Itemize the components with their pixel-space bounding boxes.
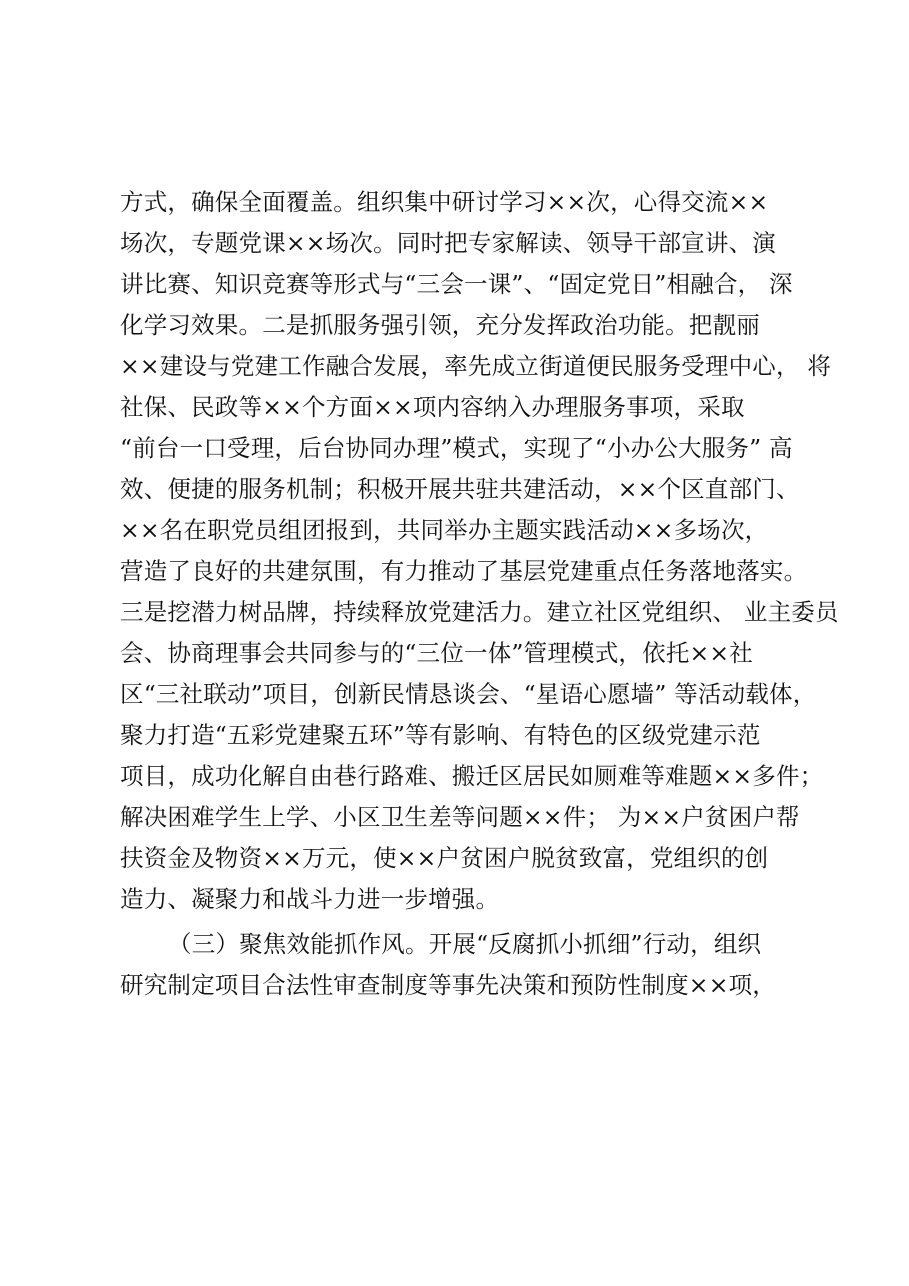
- paragraph-1-line-18: 造力、凝聚力和战斗力进一步增强。: [120, 885, 500, 913]
- paragraph-2-line-1: （三）聚焦效能抓作风。开展“反腐抓小抓细”行动，组织: [168, 930, 762, 958]
- paragraph-1-line-3: 讲比赛、知识竞赛等形式与“三会一课”、“固定党日”相融合， 深: [120, 270, 793, 298]
- paragraph-1-line-15: 项目，成功化解自由巷行路难、搬迁区居民如厕难等难题××多件；: [120, 762, 824, 790]
- paragraph-1-line-5: ××建设与党建工作融合发展，率先成立街道便民服务受理中心， 将: [120, 352, 832, 380]
- paragraph-1-line-6: 社保、民政等××个方面××项内容纳入办理服务事项，采取: [120, 393, 745, 421]
- paragraph-1-line-14: 聚力打造“五彩党建聚五环”等有影响、有特色的区级党建示范: [120, 721, 761, 749]
- paragraph-1-line-10: 营造了良好的共建氛围，有力推动了基层党建重点任务落地落实。: [120, 557, 808, 585]
- paragraph-1-line-7: “前台一口受理，后台协同办理”模式，实现了“小办公大服务” 高: [120, 434, 793, 462]
- paragraph-1-line-9: ××名在职党员组团报到，共同举办主题实践活动××多场次，: [120, 516, 769, 544]
- paragraph-1-line-17: 扶资金及物资××万元，使××户贫困户脱贫致富，党组织的创: [120, 844, 769, 872]
- paragraph-1-line-13: 区“三社联动”项目，创新民情恳谈会、“星语心愿墙” 等活动载体，: [120, 680, 817, 708]
- paragraph-1-line-11: 三是挖潜力树品牌，持续释放党建活力。建立社区党组织、 业主委员: [120, 598, 839, 626]
- paragraph-1-line-12: 会、协商理事会共同参与的“三位一体”管理模式，依托××社: [120, 639, 754, 667]
- paragraph-1-line-4: 化学习效果。二是抓服务强引领，充分发挥政治功能。把靓丽: [120, 311, 760, 339]
- paragraph-1-line-16: 解决困难学生上学、小区卫生差等问题××件； 为××户贫困户帮: [120, 803, 800, 831]
- paragraph-1-line-8: 效、便捷的服务机制；积极开展共驻共建活动，××个区直部门、: [120, 475, 800, 503]
- paragraph-1-line-2: 场次，专题党课××场次。同时把专家解读、领导干部宣讲、演: [120, 229, 776, 257]
- paragraph-2-line-2: 研究制定项目合法性审查制度等事先决策和预防性制度××项，: [120, 971, 776, 999]
- paragraph-1-line-1: 方式，确保全面覆盖。组织集中研讨学习××次，心得交流××: [120, 188, 769, 216]
